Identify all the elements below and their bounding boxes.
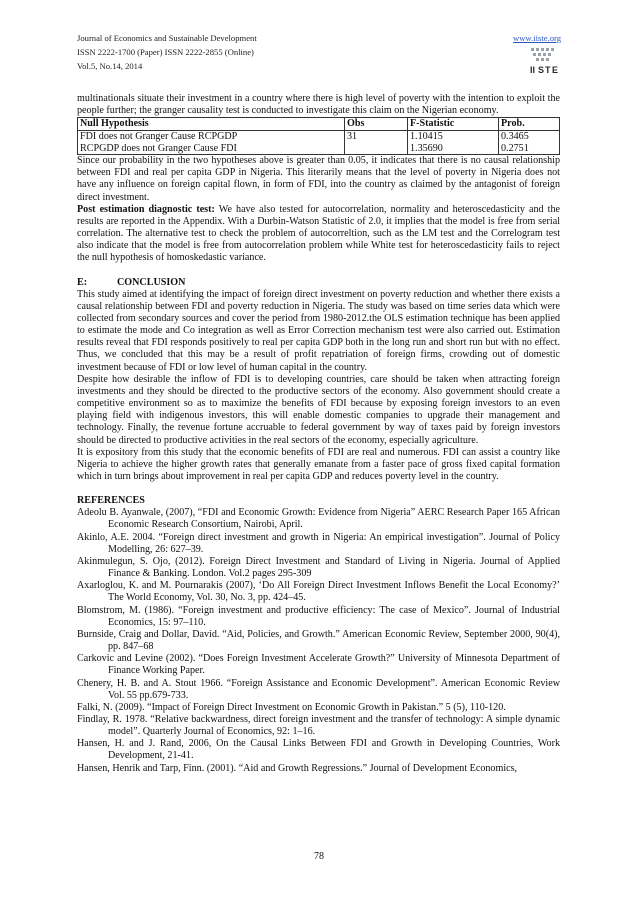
reference-item: Blomstrom, M. (1986). “Foreign investment and productive efficiency: The case of Mexico”. Journal of Industrial Economics, 15: 97–110. bbox=[77, 604, 560, 628]
intro-paragraph: multinationals situate their investment in a country where there is high level of poverty with the intention to exploit the people further; the granger causality test is conducted to investigate this claim on the Nigerian economy. bbox=[77, 93, 560, 117]
journal-url-link[interactable]: www.iiste.org bbox=[513, 33, 561, 43]
interpretation-paragraph: Since our probability in the two hypotheses above is greater than 0.05, it indicates that there is no causal relationship between FDI and real per capita GDP in Nigeria. This literarily means that the level of poverty in Nigeria does not have any influence on foreign capital flown, in form of FDI, into the country as claimed by the antagonist of foreign direct investment. bbox=[77, 155, 560, 203]
table-row bbox=[78, 130, 560, 142]
table-cell: FDI does not Granger Cause RCPGDP bbox=[78, 130, 345, 142]
references-heading: REFERENCES bbox=[77, 495, 145, 507]
reference-item: Falki, N. (2009). “Impact of Foreign Direct Investment on Economic Growth in Pakistan.” 5 (5), 110-120. bbox=[77, 701, 506, 713]
journal-name: Journal of Economics and Sustainable Development bbox=[77, 33, 257, 43]
table-cell: 0.3465 bbox=[499, 130, 560, 142]
granger-causality-table bbox=[77, 117, 560, 155]
reference-item: Chenery, H. B. and A. Stout 1966. “Foreign Assistance and Economic Development”. American Economic Review Vol. 55 pp.679-733. bbox=[77, 677, 560, 701]
table-cell: 1.35690 bbox=[408, 143, 499, 155]
volume-line: Vol.5, No.14, 2014 bbox=[77, 61, 143, 71]
table-cell: 31 bbox=[345, 130, 408, 142]
reference-item: Hansen, Henrik and Tarp, Finn. (2001). “Aid and Growth Regressions.” Journal of Development Economics, bbox=[77, 762, 518, 774]
conclusion-paragraph: Despite how desirable the inflow of FDI is to developing countries, care should be taken when attracting foreign investments and they should be directed to the productive sectors of the economy. Also government should create a competitive environment so as to maximize the benefits of FDI because by exposing foreign investors to an even playing field with indigenous investors, this will enable domestic companies to upgrade their management and technology. Finally, the revenue fortune accruable to federal government by way of taxes paid by foreign investors should be directed to productive activities in the real sectors of the economy, especially agriculture. bbox=[77, 373, 560, 446]
section-letter: E: bbox=[77, 276, 88, 288]
table-header-cell: Prob. bbox=[499, 118, 560, 131]
table-header-row bbox=[78, 118, 560, 131]
table-cell: 1.10415 bbox=[408, 130, 499, 142]
conclusion-paragraph: It is expository from this study that the economic benefits of FDI are real and numerous. FDI can assist a country like Nigeria to achieve the higher growth rates that generally emanate from a faster pace of gross fixed capital formation which in turn brings about improvement in real per capita GDP and reduces poverty level in the country. bbox=[77, 446, 560, 482]
table-header-cell: F-Statistic bbox=[408, 118, 499, 131]
conclusion-heading bbox=[77, 277, 560, 289]
table-cell: RCPGDP does not Granger Cause FDI bbox=[78, 143, 345, 155]
svg-text:T: T bbox=[545, 65, 551, 75]
conclusion-paragraph: This study aimed at identifying the impact of foreign direct investment on poverty reduction and whether there exists a causal relationship between FDI and poverty reduction in Nigeria. The study was based on time series data which were collected from secondary sources and cover the period from 1980-2012.the OLS estimation technique has been applied to estimate the mode and Co integration as well as Error Correction mechanism test were also carried out. Estimation results reveal that FDI responds positively to real per capita GDP both in the long run and short run but with no effect. Thus, we concluded that this may be a result of profit repatriation of foreign firms, crowding out of domestic investment because of FDI or low level of human capital in the country. bbox=[77, 288, 560, 373]
reference-item: Adeolu B. Ayanwale, (2007), “FDI and Economic Growth: Evidence from Nigeria” AERC Research Paper 165 African Economic Research Consortium, Nairobi, April. bbox=[77, 507, 560, 531]
table-cell: 0.2751 bbox=[499, 143, 560, 155]
page-number: 78 bbox=[314, 851, 324, 862]
post-estimation-paragraph bbox=[77, 204, 560, 265]
table-header-cell: Obs bbox=[345, 118, 408, 131]
post-estimation-heading: Post estimation diagnostic test: bbox=[77, 203, 215, 215]
reference-item: Hansen, H. and J. Rand, 2006, On the Causal Links Between FDI and Growth in Developing Countries, Work Development, 21-41. bbox=[77, 738, 560, 762]
iiste-logo bbox=[527, 46, 561, 76]
svg-text:E: E bbox=[552, 65, 559, 75]
svg-text:II: II bbox=[530, 65, 536, 75]
svg-text:S: S bbox=[538, 65, 545, 75]
reference-item: Carkovic and Levine (2002). “Does Foreign Investment Accelerate Growth?” University of Minnesota Department of Finance Working Paper. bbox=[77, 653, 560, 677]
table-cell bbox=[345, 143, 408, 155]
table-row bbox=[78, 143, 560, 155]
table-header-cell: Null Hypothesis bbox=[78, 118, 345, 131]
issn-line: ISSN 2222-1700 (Paper) ISSN 2222-2855 (Online) bbox=[77, 47, 254, 57]
reference-item: Burnside, Craig and Dollar, David. “Aid, Policies, and Growth.” American Economic Review, September 2000, 90(4), pp. 847–68 bbox=[77, 628, 560, 653]
reference-item: Findlay, R. 1978. “Relative backwardness, direct foreign investment and the transfer of technology: A simple dynamic model”. Quarterly Journal of Economics, 92: 1–16. bbox=[77, 713, 560, 738]
reference-item: Akinmulegun, S. Ojo, (2012). Foreign Direct Investment and Standard of Living in Nigeria. Journal of Applied Finance & Banking. London. Vol.2 pages 295-309 bbox=[77, 555, 560, 580]
post-estimation-text: We have also tested for autocorrelation, normality and heteroscedasticity and the results are reported in the Appendix. With a Durbin-Watson Statistic of 2.0, it implies that the model is free from serial correlation. The alternative test to check the problem of autocorreltion, such as the LM test and the Correlogram test also indicate that the model is free from autocorrelation problem while White test for heteroscedasticity fails to reject the null hypothesis of homoskedastic variance. bbox=[77, 203, 560, 264]
reference-item: Axarloglou, K. and M. Pournarakis (2007), ‘Do All Foreign Direct Investment Inflows Benefit the Local Economy?’ The World Economy, Vol. 30, No. 3, pp. 424–45. bbox=[77, 580, 560, 604]
reference-item: Akinlo, A.E. 2004. “Foreign direct investment and growth in Nigeria: An empirical investigation”. Journal of Policy Modelling, 26: 627–39. bbox=[77, 531, 560, 555]
body-text bbox=[77, 93, 560, 775]
section-title: CONCLUSION bbox=[117, 276, 186, 288]
